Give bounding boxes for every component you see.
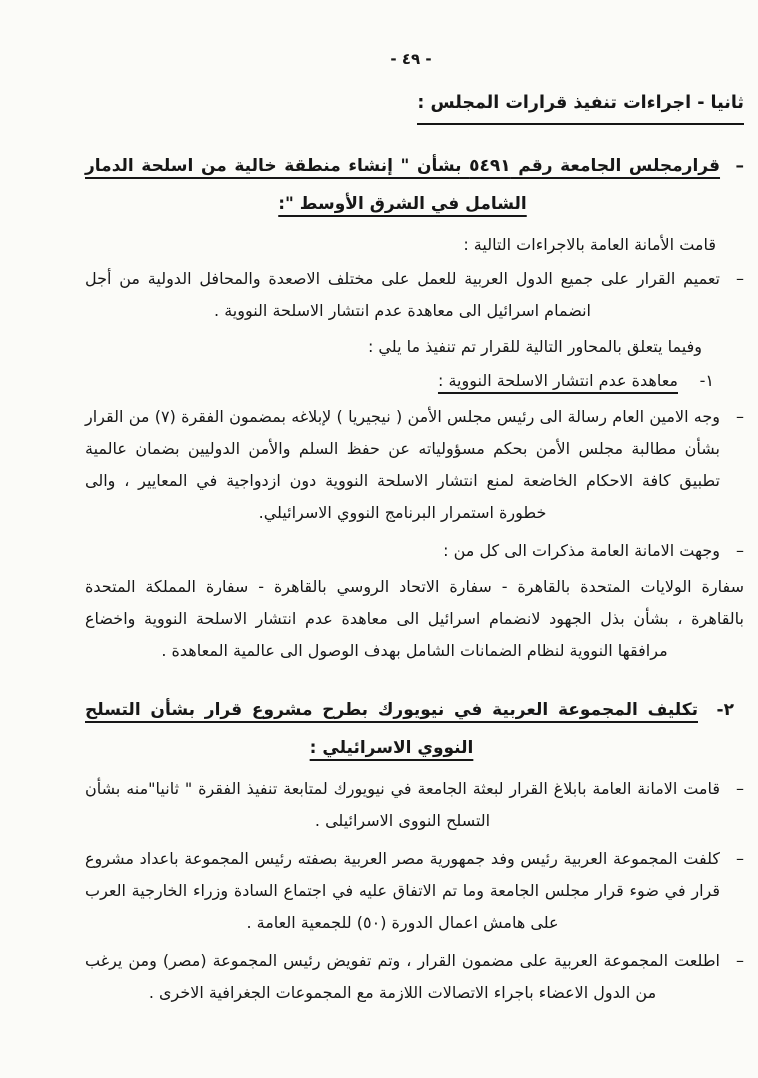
- item-1-title: معاهدة عدم انتشار الاسلحة النووية :: [437, 371, 678, 390]
- egypt-draft-text: كلفت المجموعة العربية رئيس وفد جمهورية مصر العربية بصفته رئيس المجموعة باعداد مشروع قرار في ضوء قرار مجلس الجامعة وما تم الاتفاق عليه في اجتماع السادة وزراء الخارجية العرب على هامش اعمال الدورة (٥٠) للجمعية العامة .: [85, 849, 720, 932]
- item-number: ٢-: [716, 700, 734, 720]
- group-informed-item: [85, 945, 744, 1009]
- numbered-item-1: [85, 365, 744, 397]
- memos-intro-item: [85, 535, 744, 567]
- dash-bullet: –: [735, 156, 744, 176]
- page-number: - ٤٩ -: [390, 50, 432, 68]
- circulation-item: [85, 263, 744, 327]
- memos-intro-text: وجهت الامانة العامة مذكرات الى كل من :: [443, 541, 720, 560]
- sg-letter-text: وجه الامين العام رسالة الى رئيس مجلس الأمن ( نيجيريا ) لإبلاغه بمضمون الفقرة (٧) من القرار بشأن مطالبة مجلس الأمن بحكم مسؤولياته عن حفظ السلم والأمن الدوليين بضمان عالمية تطبيق كافة الاحكام الخاضعة لمنع انتشار الاسلحة النووية دون ازدواجية في المعايير ، والى خطورة استمرار البرنامج النووي الاسرائيلي.: [85, 407, 720, 522]
- intro-line: قامت الأمانة العامة بالاجراءات التالية :: [463, 235, 716, 254]
- dash-bullet: –: [736, 541, 744, 560]
- dash-bullet: –: [736, 849, 744, 868]
- axes-intro-line: وفيما يتعلق بالمحاور التالية للقرار تم تنفيذ ما يلي :: [367, 337, 702, 356]
- mission-notify-text: قامت الامانة العامة بابلاغ القرار لبعثة الجامعة في نيويورك لمتابعة تنفيذ الفقرة " ثانيا"منه بشأن التسلح النووى الاسرائيلى .: [85, 779, 720, 830]
- section-heading-text: ثانيا - اجراءات تنفيذ قرارات المجلس :: [417, 90, 744, 125]
- section-heading: [85, 90, 744, 125]
- group-informed-text: اطلعت المجموعة العربية على مضمون القرار ، وتم تفويض رئيس المجموعة (مصر) ومن يرغب من الدول الاعضاء باجراء الاتصالات اللازمة مع المجموعات الجغرافية الاخرى .: [85, 951, 720, 1002]
- decision-heading-text: قرارمجلس الجامعة رقم ٥٤٩١ بشأن " إنشاء منطقة خالية من اسلحة الدمار الشامل في الشرق الأوسط ":: [85, 156, 721, 214]
- sg-letter-item: [85, 401, 744, 529]
- dash-bullet: –: [736, 407, 744, 426]
- circulation-text: تعميم القرار على جميع الدول العربية للعمل على مختلف الاصعدة والمحافل الدولية من أجل انضمام اسرائيل الى معاهدة عدم انتشار الاسلحة النووية .: [85, 269, 720, 320]
- mission-notify-item: [85, 773, 744, 837]
- decision-heading-item: [85, 147, 744, 223]
- item-number: ١-: [699, 371, 714, 390]
- dash-bullet: –: [736, 269, 744, 288]
- dash-bullet: –: [736, 951, 744, 970]
- egypt-draft-item: [85, 843, 744, 939]
- numbered-item-2: [85, 691, 744, 767]
- embassies-paragraph: سفارة الولايات المتحدة بالقاهرة - سفارة الاتحاد الروسي بالقاهرة - سفارة المملكة المتحدة بالقاهرة ، بشأن بذل الجهود لانضمام اسرائيل الى معاهدة عدم انتشار الاسلحة النووية واخضاع مرافقها النووية لنظام الضمانات الشامل بهدف الوصول الى عالمية المعاهدة .: [85, 577, 744, 660]
- dash-bullet: –: [736, 779, 744, 798]
- item-2-title: تكليف المجموعة العربية في نيويورك بطرح مشروع قرار بشأن التسلح النووي الاسرائيلي :: [85, 700, 698, 758]
